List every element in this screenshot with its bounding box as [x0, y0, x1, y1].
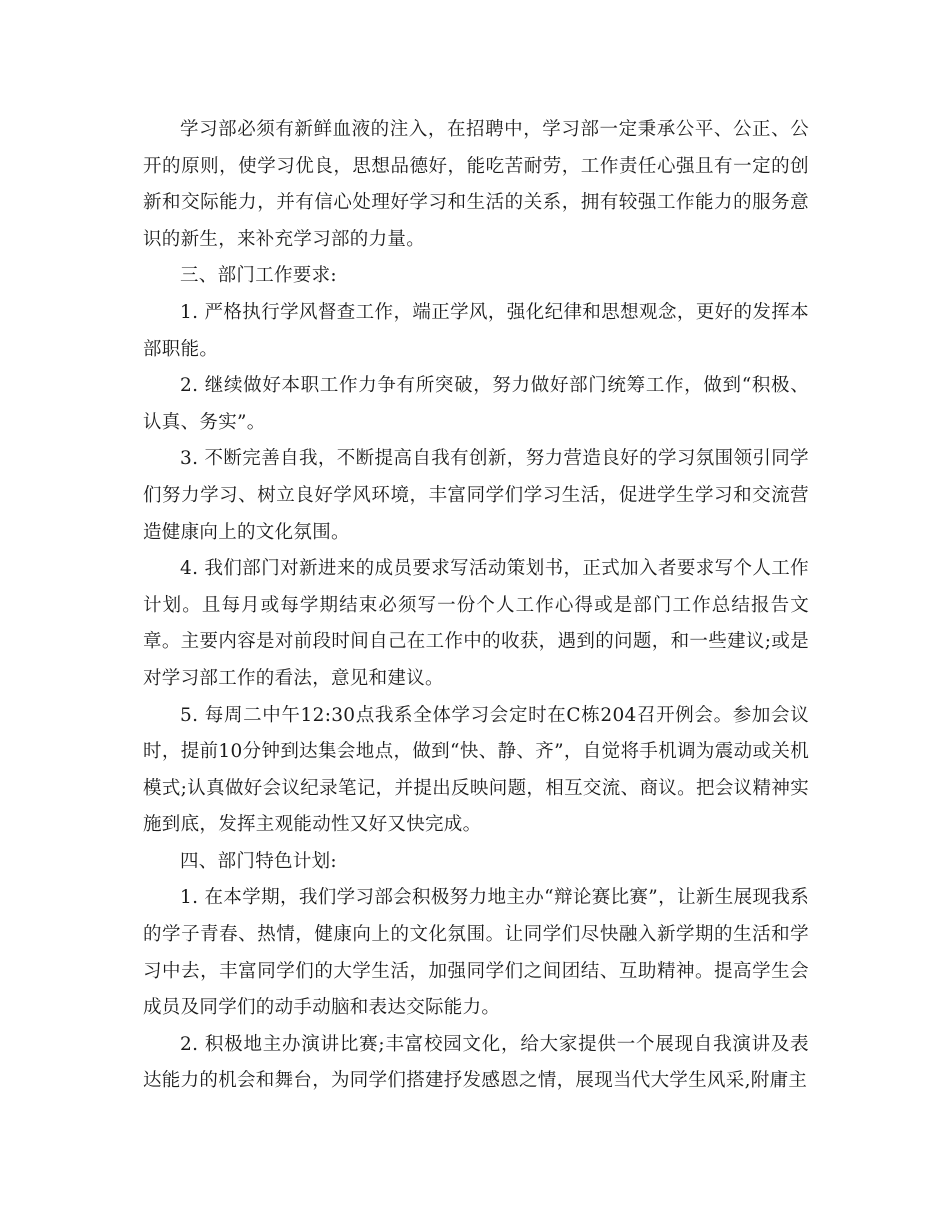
- requirement-item-4: 4. 我们部门对新进来的成员要求写活动策划书，正式加入者要求写个人工作计划。且每月或每学期结束必须写一份个人工作心得或是部门工作总结报告文章。主要内容是对前段时间自己在工作中的收获，遇到的问题，和一些建议;或是对学习部工作的看法，意见和建议。: [143, 558, 809, 689]
- requirement-item-3: 3. 不断完善自我，不断提高自我有创新，努力营造良好的学习氛围领引同学们努力学习、树立良好学风环境，丰富同学们学习生活，促进学生学习和交流营造健康向上的文化氛围。: [143, 448, 809, 543]
- special-plan-item-1: 1. 在本学期，我们学习部会积极努力地主办“辩论赛比赛”，让新生展现我系的学子青春、热情，健康向上的文化氛围。让同学们尽快融入新学期的生活和学习中去，丰富同学们的大学生活，加强同学们之间团结、互助精神。提高学生会成员及同学们的动手动脑和表达交际能力。: [143, 887, 809, 1019]
- section-heading-requirements: 三、部门工作要求:: [180, 265, 337, 287]
- document-body: [143, 112, 809, 1100]
- requirement-item-5: 5. 每周二中午12:30点我系全体学习会定时在C栋204召开例会。参加会议时，提前10分钟到达集会地点，做到“快、静、齐”，自觉将手机调为震动或关机模式;认真做好会议纪录笔记，并提出反映问题，相互交流、商议。把会议精神实施到底，发挥主观能动性又好又快完成。: [143, 704, 809, 836]
- section-heading-special-plans: 四、部门特色计划:: [180, 850, 337, 872]
- requirement-item-1: 1. 严格执行学风督查工作，端正学风，强化纪律和思想观念，更好的发挥本部职能。: [143, 301, 809, 360]
- intro-paragraph: 学习部必须有新鲜血液的注入，在招聘中，学习部一定秉承公平、公正、公开的原则，使学习优良，思想品德好，能吃苦耐劳，工作责任心强且有一定的创新和交际能力，并有信心处理好学习和生活的关系，拥有较强工作能力的服务意识的新生，来补充学习部的力量。: [143, 119, 809, 250]
- special-plan-item-2: 2. 积极地主办演讲比赛;丰富校园文化，给大家提供一个展现自我演讲及表达能力的机会和舞台，为同学们搭建抒发感恩之情，展现当代大学生风采,附庸主: [143, 1033, 809, 1092]
- requirement-item-2: 2. 继续做好本职工作力争有所突破，努力做好部门统筹工作，做到“积极、认真、务实”。: [143, 375, 809, 433]
